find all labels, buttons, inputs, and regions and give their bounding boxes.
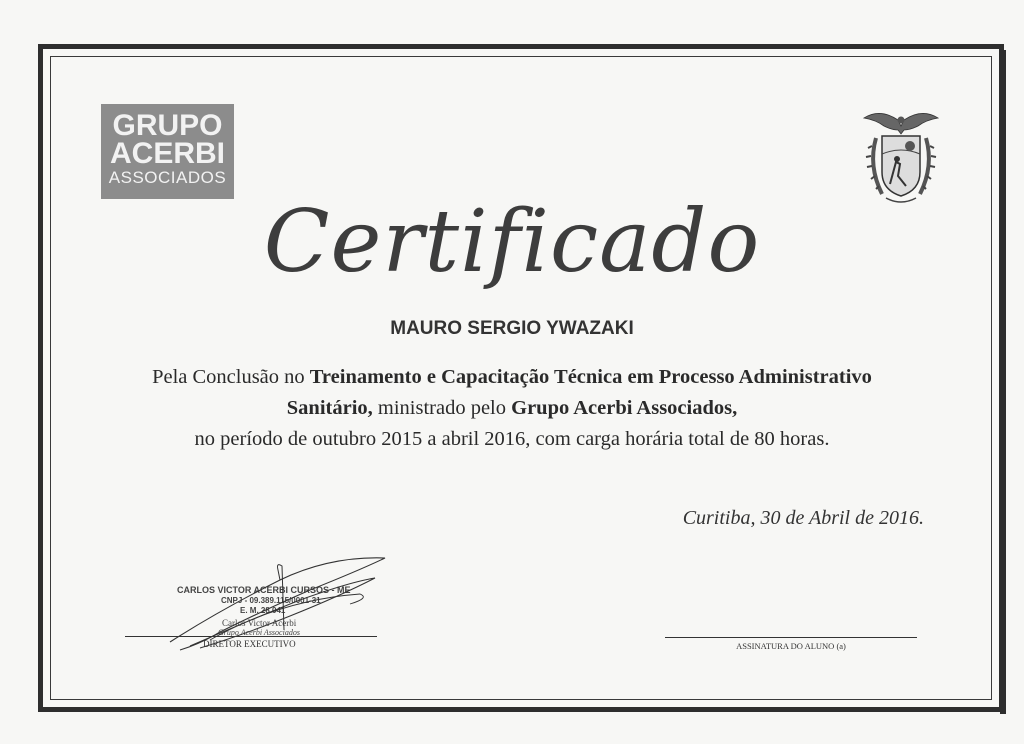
certificate-title: Certificado (263, 192, 761, 292)
body-middle: ministrado pelo (372, 397, 512, 419)
certificate-body (120, 362, 904, 455)
body-intro: Pela Conclusão no (152, 366, 310, 388)
director-signature-line (125, 636, 377, 637)
stamp-signer-name: Carlos Victor Acerbi (222, 618, 297, 628)
course-name: Treinamento e Capacitação Técnica em Processo Administrativo Sanitário, (286, 366, 872, 419)
border-shadow (1000, 50, 1006, 714)
place-and-date: Curitiba, 30 de Abril de 2016. (682, 507, 924, 529)
stamp-group-name: Grupo Acerbi Associados (218, 628, 300, 637)
body-period: no período de outubro 2015 a abril 2016, com carga horária total de 80 horas. (194, 428, 830, 450)
logo-line-2: ACERBI (109, 137, 225, 170)
grupo-acerbi-logo (101, 104, 234, 199)
logo-line-3: ASSOCIADOS (108, 168, 227, 187)
logo-line-1: GRUPO (112, 109, 223, 142)
director-role-label: DIRETOR EXECUTIVO (203, 639, 296, 649)
stamp-registration: E. M. 28.041 (240, 606, 286, 615)
student-signature-label: ASSINATURA DO ALUNO (a) (736, 641, 846, 651)
stamp-cnpj: CNPJ - 09.389.115/0001-31 (221, 596, 321, 605)
stamp-company: CARLOS VICTOR ACERBI CURSOS - ME (177, 585, 351, 595)
recipient-name: MAURO SERGIO YWAZAKI (390, 318, 634, 339)
student-signature-line (665, 637, 917, 638)
provider-name: Grupo Acerbi Associados, (511, 397, 738, 419)
